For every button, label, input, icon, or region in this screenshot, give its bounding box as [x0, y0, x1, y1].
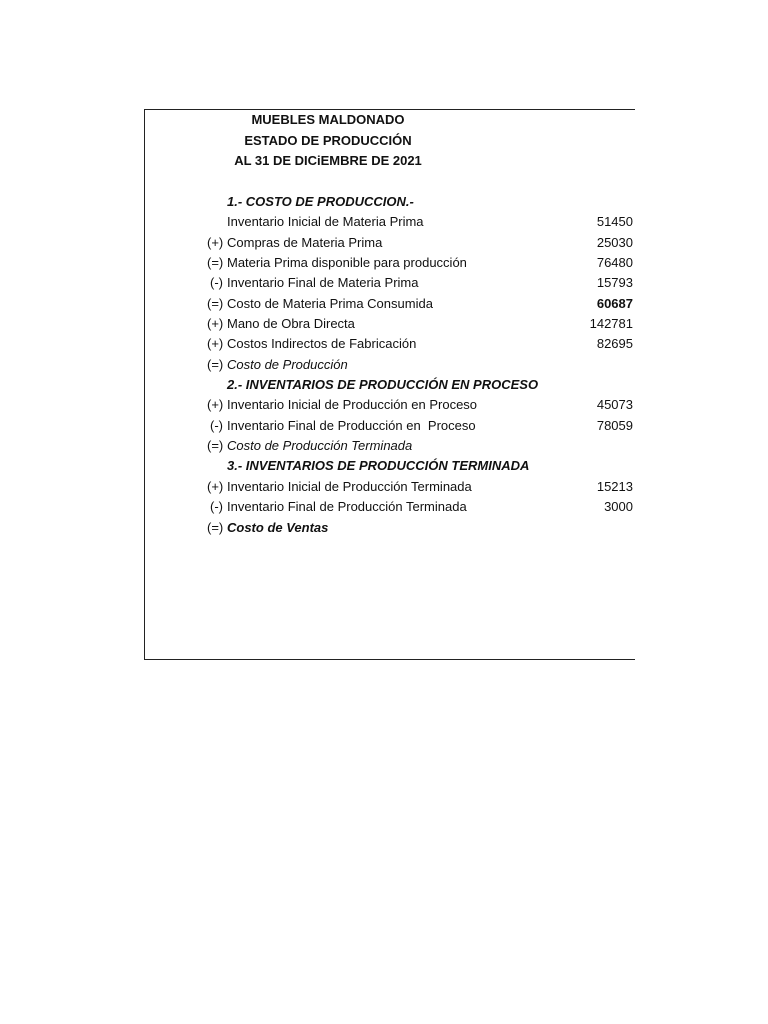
report-title: ESTADO DE PRODUCCIÓN [244, 133, 412, 148]
row-label: Inventario Inicial de Producción en Proceso [227, 397, 478, 412]
row-value: 45073 [596, 397, 633, 412]
row-label: Inventario Final de Producción en Proceso [227, 418, 476, 433]
row-value: 25030 [596, 235, 633, 250]
statement-row [0, 296, 768, 316]
company-name: MUEBLES MALDONADO [251, 112, 405, 127]
row-sign: (=) [207, 296, 224, 311]
statement-row [0, 520, 768, 540]
row-label: Costo de Producción [227, 357, 348, 372]
section-heading-1 [0, 194, 768, 214]
row-sign: (+) [207, 479, 224, 494]
section-label: 3.- INVENTARIOS DE PRODUCCIÓN TERMINADA [227, 458, 530, 473]
row-label: Costo de Ventas [227, 520, 329, 535]
section-heading-2 [0, 377, 768, 397]
statement-row [0, 214, 768, 234]
statement-row [0, 418, 768, 438]
row-value: 76480 [596, 255, 633, 270]
row-sign: (+) [207, 316, 224, 331]
row-label: Inventario Final de Materia Prima [227, 275, 419, 290]
statement-row [0, 438, 768, 458]
row-value: 15213 [596, 479, 633, 494]
row-sign: (+) [207, 336, 224, 351]
row-label: Costo de Producción Terminada [227, 438, 413, 453]
statement-row [0, 499, 768, 519]
row-sign: (-) [210, 275, 223, 290]
row-value: 15793 [596, 275, 633, 290]
section-label: 1.- COSTO DE PRODUCCION.- [227, 194, 414, 209]
row-label: Mano de Obra Directa [227, 316, 355, 331]
row-sign: (+) [207, 235, 224, 250]
statement-row [0, 275, 768, 295]
row-sign: (=) [207, 357, 224, 372]
report-date: AL 31 DE DICiEMBRE DE 2021 [234, 153, 422, 168]
section-heading-3 [0, 458, 768, 478]
row-sign: (-) [210, 499, 223, 514]
row-label: Compras de Materia Prima [227, 235, 383, 250]
row-label: Costo de Materia Prima Consumida [227, 296, 433, 311]
statement-row [0, 479, 768, 499]
row-label: Inventario Inicial de Materia Prima [227, 214, 424, 229]
row-sign: (=) [207, 255, 224, 270]
row-label: Inventario Inicial de Producción Terminada [227, 479, 472, 494]
row-value: 60687 [596, 296, 633, 311]
row-sign: (-) [210, 418, 223, 433]
section-label: 2.- INVENTARIOS DE PRODUCCIÓN EN PROCESO [227, 377, 539, 392]
statement-row [0, 357, 768, 377]
row-sign: (+) [207, 397, 224, 412]
row-value: 51450 [596, 214, 633, 229]
row-value: 3000 [604, 499, 633, 514]
row-value: 142781 [589, 316, 633, 331]
row-sign: (=) [207, 438, 224, 453]
row-value: 82695 [596, 336, 633, 351]
statement-row [0, 255, 768, 275]
row-label: Inventario Final de Producción Terminada [227, 499, 467, 514]
statement-row [0, 316, 768, 336]
statement-row [0, 397, 768, 417]
statement-row [0, 235, 768, 255]
row-label: Materia Prima disponible para producción [227, 255, 467, 270]
row-value: 78059 [596, 418, 633, 433]
row-sign: (=) [207, 520, 224, 535]
row-label: Costos Indirectos de Fabricación [227, 336, 417, 351]
statement-row [0, 336, 768, 356]
